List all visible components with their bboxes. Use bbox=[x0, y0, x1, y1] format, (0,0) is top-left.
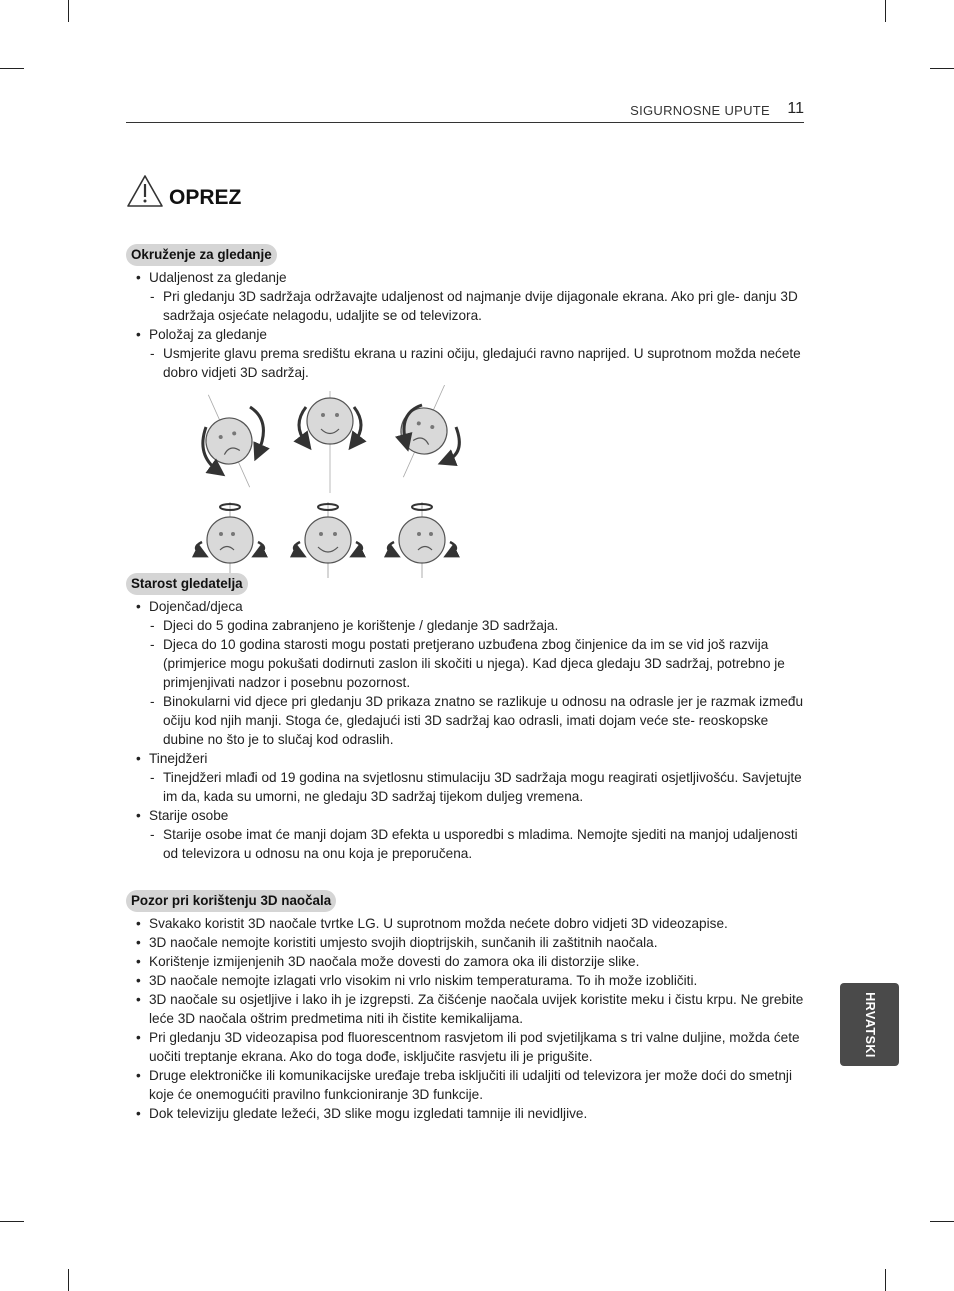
list-item: • Udaljenost za gledanje bbox=[126, 268, 804, 287]
section-heading: Okruženje za gledanje bbox=[126, 244, 277, 266]
warning-triangle-icon bbox=[126, 174, 164, 208]
page-title: OPREZ bbox=[169, 186, 242, 209]
section-viewing-environment bbox=[126, 244, 804, 580]
language-tab bbox=[840, 983, 899, 1066]
list-item: • 3D naočale nemojte izlagati vrlo visokim ni vrlo niskim temperaturama. To ih može izobličiti. bbox=[126, 971, 804, 990]
section-heading: Starost gledatelja bbox=[126, 573, 248, 595]
page-number: 11 bbox=[787, 100, 804, 117]
sub-item: - Starije osobe imat će manji dojam 3D efekta u usporedbi s mladima. Nemojte sjediti na manjoj udaljenosti od televizora u odnosu na onu koja je preporučena. bbox=[126, 825, 804, 863]
sub-item: - Pri gledanju 3D sadržaja održavajte udaljenost od najmanje dvije dijagonale ekrana. Ako pri gle- danju 3D sadržaja osjećate nelagodu, udaljite se od televizora. bbox=[126, 287, 804, 325]
page-header bbox=[126, 100, 804, 123]
crop-mark bbox=[68, 1269, 69, 1291]
list-item: • Svakako koristit 3D naočale tvrtke LG. U suprotnom možda nećete dobro vidjeti 3D videozapise. bbox=[126, 914, 804, 933]
head-position-illustration bbox=[126, 385, 546, 580]
list-item: • 3D naočale nemojte koristiti umjesto svojih dioptrijskih, sunčanih ili zaštitnih naočala. bbox=[126, 933, 804, 952]
list-item: • Dok televiziju gledate ležeći, 3D slike mogu izgledati tamnije ili nevidljive. bbox=[126, 1104, 804, 1123]
sub-item: - Djeca do 10 godina starosti mogu postati pretjerano uzbuđena zbog činjenice da im se vid još razvija (primjerice mogu pokušati dodirnuti zaslon ili skočiti u njega). Kad djeca gledaju 3D sadržaj, potrebno je primjenjivati nadzor i posebnu pozornost. bbox=[126, 635, 804, 692]
language-tab-label: HRVATSKI bbox=[862, 991, 877, 1058]
sub-item: - Usmjerite glavu prema središtu ekrana u razini očiju, gledajući ravno naprijed. U suprotnom možda nećete dobro vidjeti 3D sadržaj. bbox=[126, 344, 804, 382]
main-content bbox=[126, 244, 804, 1123]
list-item: • Starije osobe bbox=[126, 806, 804, 825]
list-item: • Tinejdžeri bbox=[126, 749, 804, 768]
face-turned-right-sad bbox=[388, 502, 456, 578]
face-centered-happy bbox=[307, 391, 353, 493]
face-tilted-right-sad bbox=[389, 385, 459, 485]
sub-item: - Binokularni vid djece pri gledanju 3D prikaza znatno se razlikuje u odnosu na odrasle jer je razmak između očiju kod njih manji. Stoga će, gledajući isti 3D sadržaj kao odrasli, imati dojam veće ste- reoskopske dubine no što je to slučaj kod odraslih. bbox=[126, 692, 804, 749]
list-item: • Dojenčad/djeca bbox=[126, 597, 804, 616]
section-title: SIGURNOSNE UPUTE bbox=[630, 103, 770, 118]
sub-item: - Tinejdžeri mlađi od 19 godina na svjetlosnu stimulaciju 3D sadržaja mogu reagirati osjetljivošću. Savjetujte im da, kada su umorni, ne gledaju 3D sadržaj tijekom duljeg vremena. bbox=[126, 768, 804, 806]
crop-mark bbox=[885, 1269, 886, 1291]
list-item: • Korištenje izmijenjenih 3D naočala može dovesti do zamora oka ili distorzije slike. bbox=[126, 952, 804, 971]
list-item: • Druge elektroničke ili komunikacijske uređaje treba isključiti ili udaljiti od televizora jer može doći do smetnji koje će onemogućiti pravilno funkcioniranje 3D funkcije. bbox=[126, 1066, 804, 1104]
face-turned-left-sad bbox=[196, 502, 264, 578]
crop-mark bbox=[68, 0, 69, 22]
sub-item: - Djeci do 5 godina zabranjeno je korištenje / gledanje 3D sadržaja. bbox=[126, 616, 804, 635]
crop-mark bbox=[0, 68, 24, 69]
list-item: • Pri gledanju 3D videozapisa pod fluorescentnom rasvjetom ili pod svjetiljkama s tri valne duljine, možda ćete uočiti treptanje ekrana. Ako do toga dođe, isključite rasvjetu ili je prigušite. bbox=[126, 1028, 804, 1066]
crop-mark bbox=[885, 0, 886, 22]
crop-mark bbox=[0, 1221, 24, 1222]
crop-mark bbox=[930, 68, 954, 69]
section-viewer-age bbox=[126, 573, 804, 863]
crop-mark bbox=[930, 1221, 954, 1222]
list-item: • 3D naočale su osjetljive i lako ih je izgrepsti. Za čišćenje naočala uvijek koristite meku i čistu krpu. Ne grebite leće 3D naočala oštrim predmetima niti ih čistite kemikalijama. bbox=[126, 990, 804, 1028]
section-3d-glasses-caution bbox=[126, 890, 804, 1123]
list-item: • Položaj za gledanje bbox=[126, 325, 804, 344]
section-heading: Pozor pri korištenju 3D naočala bbox=[126, 890, 336, 912]
face-centered-happy-front bbox=[294, 502, 362, 578]
